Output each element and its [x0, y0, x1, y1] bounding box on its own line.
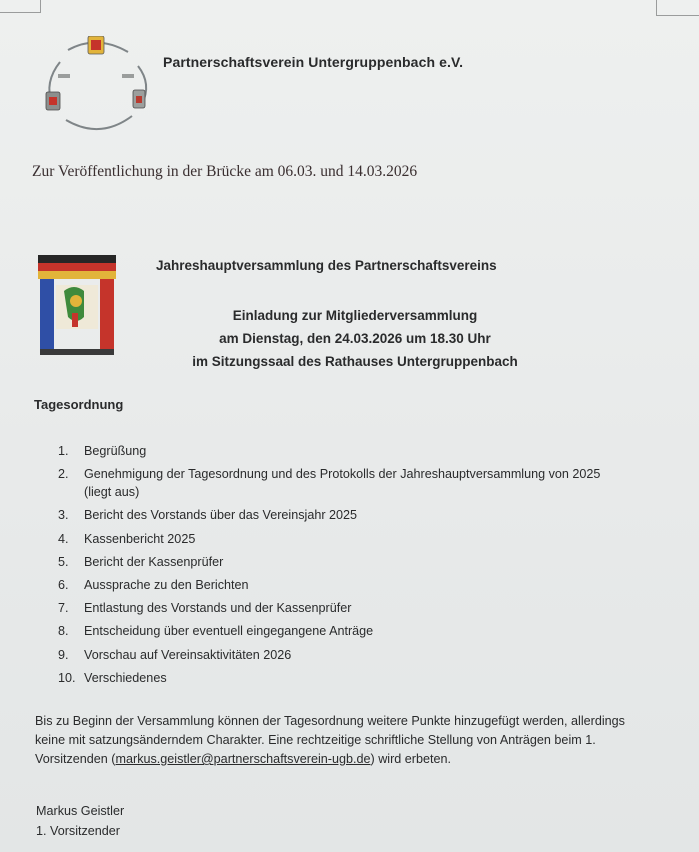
closing-paragraph: [35, 712, 635, 769]
crop-mark-top-left: [0, 0, 41, 13]
agenda-item-text: Bericht des Vorstands über das Vereinsjahr 2025: [84, 508, 358, 523]
agenda-item: [58, 442, 658, 460]
agenda-item-text: Kassenbericht 2025: [84, 531, 196, 546]
agenda-item-text-block: [84, 465, 658, 501]
agenda-item-text: Aussprache zu den Berichten: [84, 577, 249, 592]
closing-text: Bis zu Beginn der Versammlung können der Tagesordnung weitere Punkte hinzugefügt werden, allerdings keine mit satzungsänderndem Charakter. Eine rechtzeitige schriftliche Stellung von Anträgen beim 1. Vorsitzenden (: [35, 714, 625, 766]
agenda-item: [58, 506, 658, 524]
partner-towns-ring-icon: [38, 36, 156, 136]
agenda-item: [58, 553, 658, 571]
agenda-item-number: 3.: [58, 508, 69, 523]
meeting-heading: Jahreshauptversammlung des Partnerschaftsvereins: [156, 258, 497, 273]
agenda-item-number: 5.: [58, 554, 69, 569]
meeting-date: am Dienstag, den 24.03.2026 um 18.30 Uhr: [219, 331, 491, 346]
agenda-item-text: Bericht der Kassenprüfer: [84, 554, 224, 569]
agenda-item-text: Entscheidung über eventuell eingegangene Anträge: [84, 624, 374, 639]
agenda-item: [58, 669, 658, 687]
agenda-item-text: Verschiedenes: [84, 670, 167, 685]
publication-note: Zur Veröffentlichung in der Brücke am 06.03. und 14.03.2026: [32, 163, 418, 180]
agenda-item-text: Genehmigung der Tagesordnung und des Protokolls der Jahreshauptversammlung von 2025: [84, 467, 601, 482]
agenda-item-text: Begrüßung: [84, 444, 147, 458]
signer-role: 1. Vorsitzender: [36, 824, 121, 838]
partnership-emblem-icon: [38, 255, 116, 358]
agenda-item-number: 10.: [58, 670, 76, 685]
agenda-item-number: 1.: [58, 444, 69, 458]
signer-name: Markus Geistler: [36, 804, 125, 818]
agenda-list: [58, 442, 658, 692]
agenda-item: [58, 599, 658, 617]
contact-email-link[interactable]: markus.geistler@partnerschaftsverein-ugb.de: [115, 752, 371, 766]
agenda-item-number: 8.: [58, 624, 69, 639]
agenda-item-number: 2.: [58, 467, 69, 482]
agenda-item-text: Entlastung des Vorstands und der Kassenprüfer: [84, 601, 352, 616]
meeting-location: im Sitzungssaal des Rathauses Untergruppenbach: [192, 354, 518, 369]
agenda-item-number: 4.: [58, 531, 69, 546]
agenda-item-number: 6.: [58, 577, 69, 592]
invitation-block: [140, 304, 570, 373]
agenda-title: Tagesordnung: [34, 397, 124, 412]
agenda-item: [58, 530, 658, 548]
signature-block: [36, 801, 124, 841]
organization-name: Partnerschaftsverein Untergruppenbach e.V.: [163, 54, 464, 70]
agenda-item-text: Vorschau auf Vereinsaktivitäten 2026: [84, 647, 292, 662]
agenda-item: [58, 622, 658, 640]
crop-mark-top-right: [656, 0, 699, 16]
closing-text-end: ) wird erbeten.: [370, 752, 451, 766]
agenda-item-number: 7.: [58, 601, 69, 616]
agenda-item: [58, 646, 658, 664]
agenda-item: [58, 576, 658, 594]
agenda-item-note: (liegt aus): [84, 485, 140, 500]
agenda-item: [58, 465, 658, 501]
agenda-item-number: 9.: [58, 647, 69, 662]
invitation-subtitle: Einladung zur Mitgliederversammlung: [232, 308, 478, 323]
